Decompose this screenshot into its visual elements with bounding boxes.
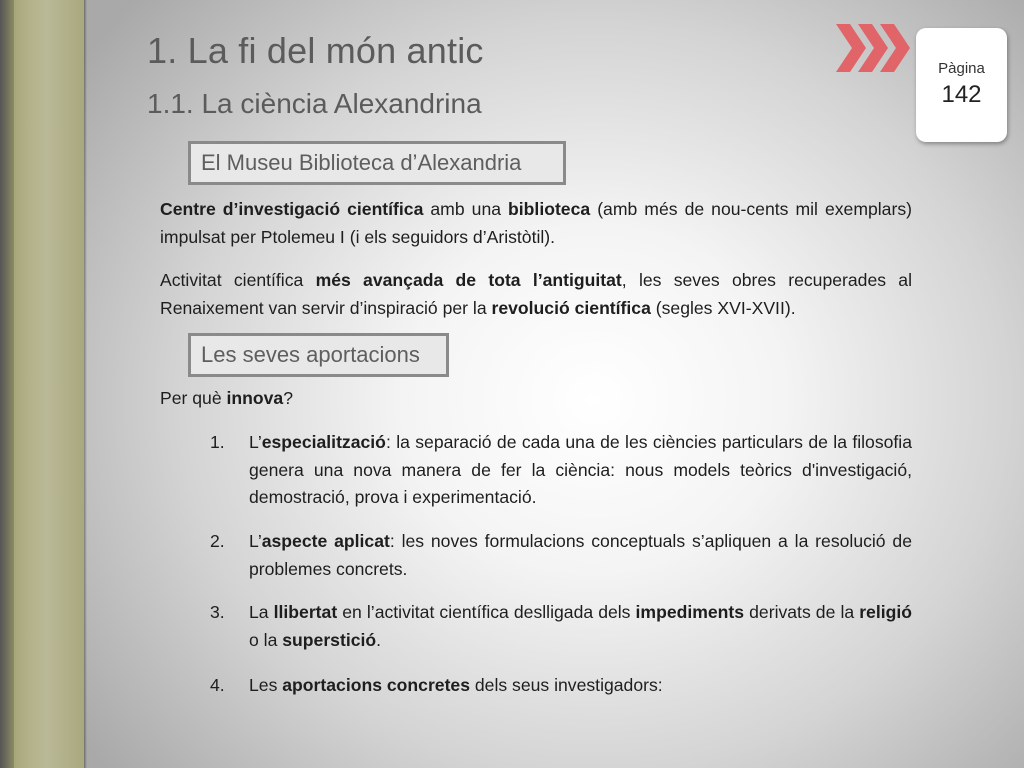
left-band-edge (0, 0, 14, 768)
text-bold: llibertat (273, 602, 338, 622)
page-reference-box (916, 28, 1007, 142)
paragraph-museum-description (160, 196, 912, 251)
text-run: Les (249, 675, 283, 695)
chevron-1 (836, 24, 866, 72)
text-bold: aportacions concretes (282, 675, 470, 695)
text-bold: Centre d’investigació científica (160, 199, 424, 219)
text-run: en l’activitat científica deslligada dels (337, 602, 636, 622)
list-number: 2. (210, 531, 225, 551)
slide-title: 1. La fi del món antic (147, 30, 484, 71)
text-bold: especialització (261, 432, 386, 452)
paragraph-why-innovate (160, 385, 912, 413)
list-number: 4. (210, 675, 225, 695)
page-label: Pàgina (938, 60, 985, 77)
text-bold: biblioteca (508, 199, 591, 219)
text-run: L’ (249, 531, 262, 551)
text-run: amb una (423, 199, 509, 219)
text-run: o la (249, 629, 283, 650)
text-run: (amb més de nou-cents mil exemplars) impulsat per Ptolemeu I (i els seguidors d’Aristòtil). (160, 199, 912, 247)
text-run: : la separació de cada una de les ciències particulars de la filosofia genera una nova manera de fer la ciència: nous models teòrics d'investigació, demostració, prova i experimentació. (249, 432, 912, 507)
list-number: 3. (210, 602, 225, 622)
list-text (249, 429, 912, 512)
text-run: dels seus investigadors: (470, 675, 663, 695)
chevron-arrows-icon (836, 22, 912, 74)
text-run: Per què (160, 388, 227, 408)
section-heading-contributions: Les seves aportacions (188, 333, 449, 377)
paragraph-scientific-activity (160, 267, 912, 322)
text-bold: religió (859, 602, 912, 622)
list-text (249, 672, 912, 700)
text-run: . (376, 629, 382, 650)
text-bold: superstició (282, 629, 377, 650)
text-bold: revolució científica (491, 297, 651, 318)
section-heading-museum: El Museu Biblioteca d’Alexandria (188, 141, 566, 185)
text-run: La (249, 602, 274, 622)
text-bold: innova (226, 388, 284, 408)
page-number: 142 (941, 81, 982, 108)
text-run: derivats de la (744, 602, 860, 622)
text-run: : les noves formulacions conceptuals s’apliquen a la resolució de problemes concrets. (249, 531, 912, 579)
text-run: L’ (249, 432, 262, 452)
left-decorative-band (0, 0, 84, 768)
list-number: 1. (210, 432, 225, 452)
list-text (249, 528, 912, 583)
text-run: , les seves obres recuperades al Renaixement van servir d’inspiració per la (160, 270, 912, 318)
text-run: (segles XVI-XVII). (650, 297, 796, 318)
text-run: ? (283, 388, 294, 408)
text-bold: aspecte aplicat (261, 531, 390, 551)
text-bold: impediments (635, 602, 745, 622)
slide-subtitle: 1.1. La ciència Alexandrina (147, 88, 482, 119)
text-bold: més avançada de tota l’antiguitat (315, 270, 622, 290)
text-run: Activitat científica (160, 270, 316, 290)
list-text (249, 599, 912, 654)
